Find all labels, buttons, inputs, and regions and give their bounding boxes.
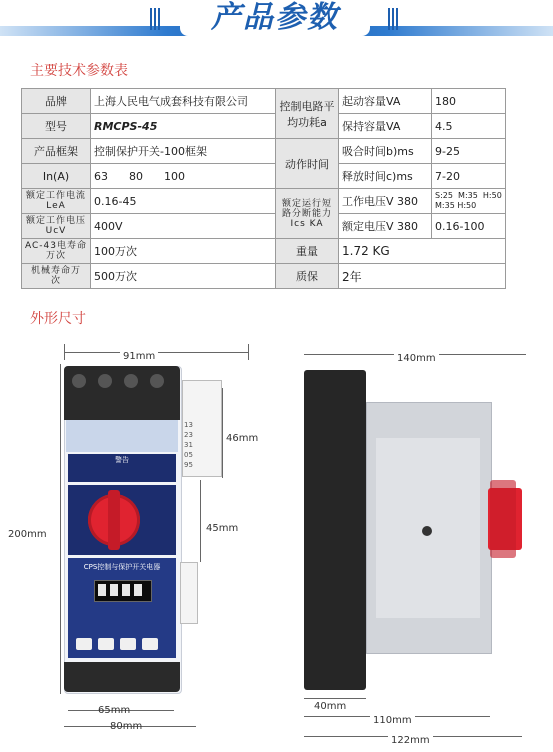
break-sub-2: 额定电压V 380 (339, 214, 432, 239)
mount-hole-icon (422, 526, 432, 536)
weight-label: 重量 (276, 239, 339, 264)
side-base (304, 370, 366, 690)
terminal-label: 95 (184, 461, 193, 469)
screw-icon (124, 374, 138, 388)
panel-button[interactable] (98, 638, 114, 650)
terminal-label: 31 (184, 441, 193, 449)
power-sub-2: 保持容量VA (339, 114, 432, 139)
page-title: 产品参数 (211, 0, 339, 35)
elec-life-label: AC-43电寿命万次 (22, 239, 91, 264)
dim-line (60, 364, 61, 694)
front-view (0, 330, 290, 752)
panel-title: CPS控制与保护开关电器 (83, 563, 161, 571)
frame-value: 控制保护开关-100框架 (91, 139, 276, 164)
mech-life-label: 机械寿命万 次 (22, 264, 91, 289)
panel-button[interactable] (76, 638, 92, 650)
in-value: 63 80 100 (91, 164, 276, 189)
screw-icon (98, 374, 112, 388)
time-sub-1: 吸合时间b)ms (339, 139, 432, 164)
side-knob-shadow (490, 480, 516, 558)
voltage-label: 额定工作电压UcV (22, 214, 91, 239)
dim-tick (64, 344, 65, 360)
break-sub-1: 工作电压V 380 (339, 189, 432, 214)
upper-panel (66, 420, 178, 452)
screw-icon (72, 374, 86, 388)
table-row (22, 264, 506, 289)
mech-life-value: 500万次 (91, 264, 276, 289)
dim-80: 80mm (110, 721, 143, 732)
brand-value: 上海人民电气成套科技有限公司 (91, 89, 276, 114)
power-val-1: 180 (432, 89, 506, 114)
dim-tick (248, 344, 249, 360)
warranty-label: 质保 (276, 264, 339, 289)
dim-110: 110mm (373, 715, 412, 726)
spec-section-title: 主要技术参数表 (30, 63, 128, 79)
dim-65: 65mm (98, 705, 131, 716)
dim-122: 122mm (391, 735, 430, 746)
terminal-label: 05 (184, 451, 193, 459)
model-label: 型号 (22, 114, 91, 139)
dim-40: 40mm (314, 701, 347, 712)
spec-table (21, 88, 506, 289)
dim-45: 45mm (206, 523, 239, 534)
table-row (22, 189, 506, 214)
screw-icon (150, 374, 164, 388)
dim-200: 200mm (8, 529, 47, 540)
table-row (22, 139, 506, 164)
panel-button[interactable] (142, 638, 158, 650)
time-sub-2: 释放时间c)ms (339, 164, 432, 189)
model-value: RMCPS-45 (91, 114, 276, 139)
bottom-terminal-block (64, 662, 180, 692)
in-label: In(A) (22, 164, 91, 189)
led-digits (98, 584, 146, 596)
dim-91: 91mm (123, 351, 156, 362)
power-sub-1: 起动容量VA (339, 89, 432, 114)
power-val-2: 4.5 (432, 114, 506, 139)
dim-46: 46mm (226, 433, 259, 444)
brand-label: 品牌 (22, 89, 91, 114)
terminal-label: 13 (184, 421, 193, 429)
warning-label (68, 454, 176, 482)
knob-handle[interactable] (108, 490, 120, 550)
aux-terminal-labels (184, 420, 193, 470)
dim-line (222, 388, 223, 478)
dim-140: 140mm (397, 353, 436, 364)
current-value: 0.16-45 (91, 189, 276, 214)
break-val-2: 0.16-100 (432, 214, 506, 239)
break-label: 额定运行短路分断能力Ics KA (276, 189, 339, 239)
banner-stripes-left (150, 8, 162, 30)
dim-section-title: 外形尺寸 (30, 311, 86, 327)
table-row (22, 239, 506, 264)
table-row (22, 214, 506, 239)
panel-button[interactable] (120, 638, 136, 650)
banner-stripes-right (388, 8, 400, 30)
table-row (22, 89, 506, 114)
elec-life-value: 100万次 (91, 239, 276, 264)
current-label: 额定工作电流LeA (22, 189, 91, 214)
break-val-1: S:25 M:35 H:50 M:35 H:50 (432, 189, 506, 214)
table-row (22, 114, 506, 139)
weight-value: 1.72 KG (339, 239, 506, 264)
side-view (290, 330, 553, 752)
time-val-1: 9-25 (432, 139, 506, 164)
dim-line (200, 480, 201, 562)
terminal-label: 23 (184, 431, 193, 439)
warning-text: 警告 (115, 456, 129, 464)
header-banner (0, 0, 553, 40)
warranty-value: 2年 (339, 264, 506, 289)
time-val-2: 7-20 (432, 164, 506, 189)
time-label: 动作时间 (276, 139, 339, 189)
table-row (22, 164, 506, 189)
power-label: 控制电路平均功耗a (276, 89, 339, 139)
lower-aux-terminal (180, 562, 198, 624)
voltage-value: 400V (91, 214, 276, 239)
frame-label: 产品框架 (22, 139, 91, 164)
